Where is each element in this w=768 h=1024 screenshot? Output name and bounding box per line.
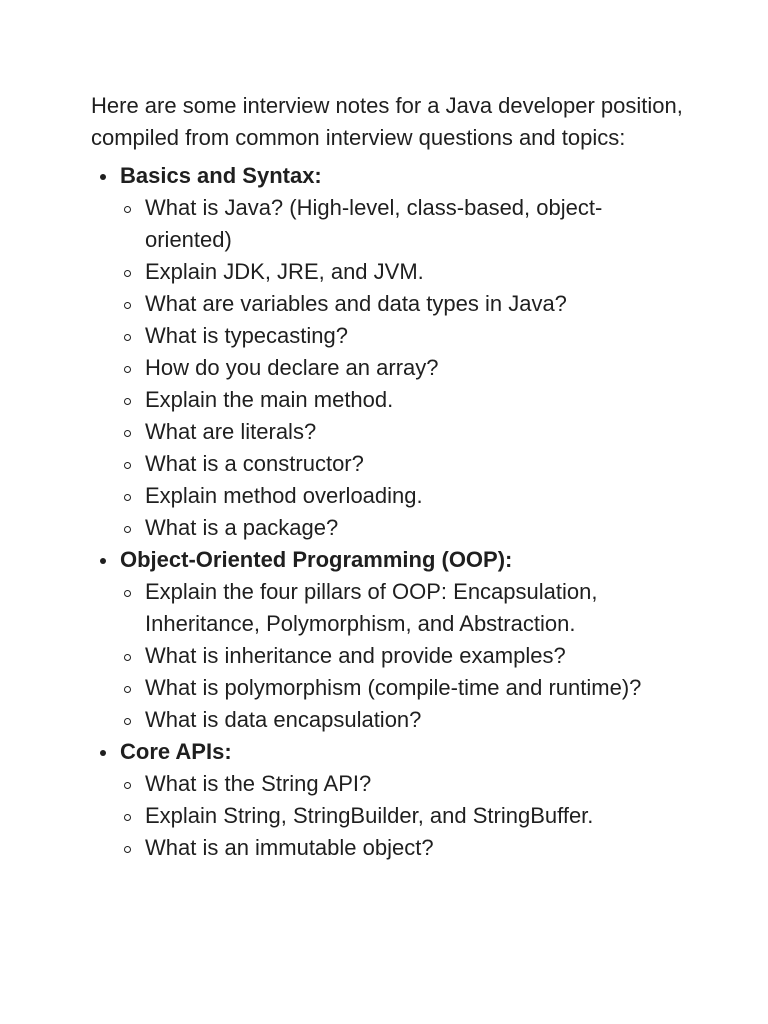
topic-title: Object-Oriented Programming (OOP): (120, 547, 513, 572)
question-item (120, 256, 675, 288)
filled-bullet-icon (100, 750, 106, 756)
hollow-bullet-icon (124, 526, 131, 533)
question-text: What are literals? (145, 419, 317, 444)
question-list (120, 576, 688, 736)
topic-title: Basics and Syntax: (120, 163, 322, 188)
question-item (120, 672, 675, 704)
filled-bullet-icon (100, 558, 106, 564)
question-item (120, 320, 675, 352)
question-item (120, 448, 675, 480)
question-text: What is data encapsulation? (145, 707, 422, 732)
hollow-bullet-icon (124, 366, 131, 373)
question-text: Explain JDK, JRE, and JVM. (145, 259, 424, 284)
topic-item (91, 160, 688, 544)
question-text: What is the String API? (145, 771, 372, 796)
question-text: What is a package? (145, 515, 339, 540)
question-item (120, 192, 675, 256)
question-text: Explain the main method. (145, 387, 394, 412)
hollow-bullet-icon (124, 814, 131, 821)
filled-bullet-icon (100, 174, 106, 180)
topic-list (91, 160, 688, 864)
question-item (120, 512, 675, 544)
hollow-bullet-icon (124, 398, 131, 405)
question-text: What is an immutable object? (145, 835, 434, 860)
question-item (120, 288, 675, 320)
hollow-bullet-icon (124, 494, 131, 501)
hollow-bullet-icon (124, 430, 131, 437)
question-text: Explain method overloading. (145, 483, 423, 508)
question-item (120, 576, 675, 640)
question-item (120, 480, 675, 512)
question-text: Explain the four pillars of OOP: Encapsulation, Inheritance, Polymorphism, and Abstraction. (145, 579, 598, 636)
hollow-bullet-icon (124, 206, 131, 213)
question-item (120, 384, 675, 416)
hollow-bullet-icon (124, 654, 131, 661)
question-text: What is inheritance and provide examples? (145, 643, 566, 668)
question-item (120, 704, 675, 736)
hollow-bullet-icon (124, 590, 131, 597)
question-item (120, 768, 675, 800)
hollow-bullet-icon (124, 782, 131, 789)
question-text: How do you declare an array? (145, 355, 439, 380)
intro-paragraph: Here are some interview notes for a Java developer position, compiled from common interview questions and topics: (91, 93, 683, 150)
hollow-bullet-icon (124, 270, 131, 277)
question-list (120, 768, 688, 864)
hollow-bullet-icon (124, 462, 131, 469)
question-text: What are variables and data types in Java? (145, 291, 567, 316)
topic-item (91, 736, 688, 864)
question-text: What is a constructor? (145, 451, 364, 476)
question-item (120, 640, 675, 672)
hollow-bullet-icon (124, 302, 131, 309)
hollow-bullet-icon (124, 846, 131, 853)
hollow-bullet-icon (124, 718, 131, 725)
question-item (120, 352, 675, 384)
hollow-bullet-icon (124, 686, 131, 693)
question-item (120, 416, 675, 448)
question-text: What is typecasting? (145, 323, 348, 348)
question-text: What is polymorphism (compile-time and runtime)? (145, 675, 642, 700)
question-list (120, 192, 688, 544)
topic-item (91, 544, 688, 736)
question-text: Explain String, StringBuilder, and StringBuffer. (145, 803, 594, 828)
hollow-bullet-icon (124, 334, 131, 341)
question-item (120, 832, 675, 864)
question-item (120, 800, 675, 832)
topic-title: Core APIs: (120, 739, 232, 764)
question-text: What is Java? (High-level, class-based, object-oriented) (145, 195, 603, 252)
